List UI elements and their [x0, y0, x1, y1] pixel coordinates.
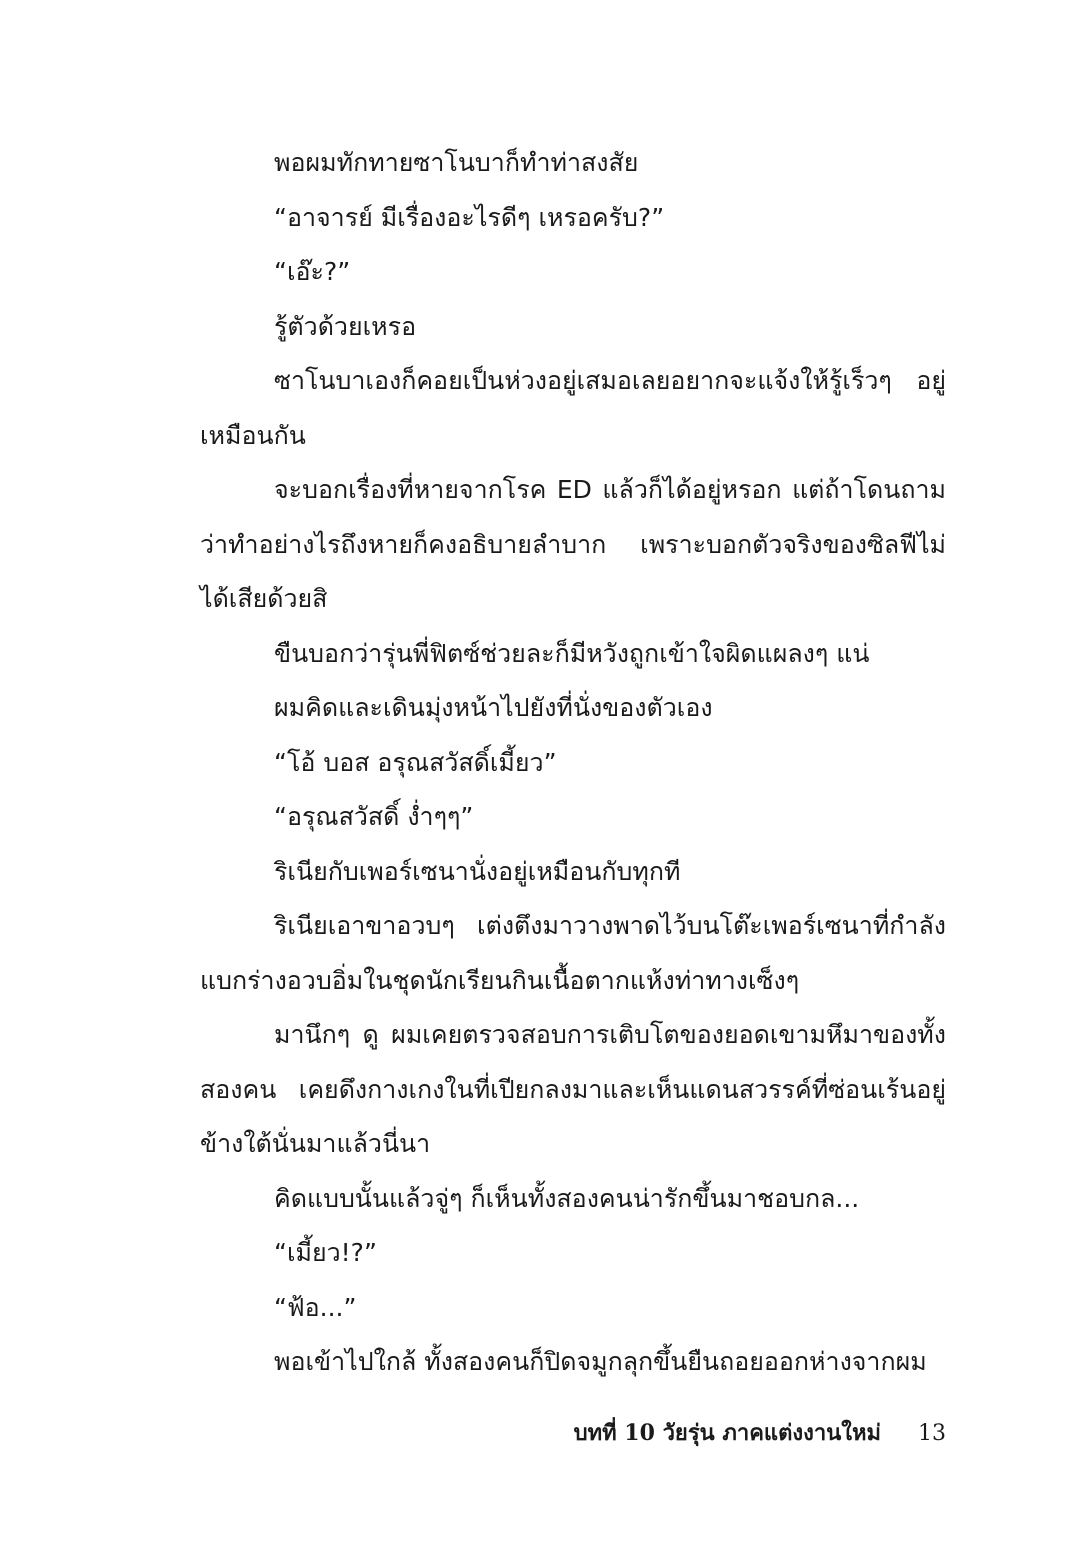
paragraph: ผมคิดและเดินมุ่งหน้าไปยังที่นั่งของตัวเอง — [274, 693, 713, 722]
paragraph: พอเข้าไปใกล้ ทั้งสองคนก็ปิดจมูกลุกขึ้นยืนถอยออกห่างจากผม — [274, 1347, 927, 1376]
page-body-text — [200, 136, 946, 1390]
page-number: 13 — [918, 1421, 946, 1446]
paragraph: มานึกๆ ดู ผมเคยตรวจสอบการเติบโตของยอดเขามหึมาของทั้งสองคน เคยดึงกางเกงในที่เปียกลงมาและเห็นแดนสวรรค์ที่ซ่อนเร้นอยู่ข้างใต้นั่นมาแล้วนี่นา — [200, 1020, 946, 1158]
paragraph: ริเนียเอาขาอวบๆ เต่งตึงมาวางพาดไว้บนโต๊ะเพอร์เซนาที่กำลังแบกร่างอวบอิ่มในชุดนักเรียนกินเนื้อตากแห้งท่าทางเซ็งๆ — [200, 911, 946, 995]
paragraph: “อรุณสวัสดิ์ ง่ำๆๆ” — [274, 802, 474, 831]
paragraph: ซาโนบาเองก็คอยเป็นห่วงอยู่เสมอเลยอยากจะแจ้งให้รู้เร็วๆ อยู่เหมือนกัน — [200, 366, 946, 450]
paragraph: พอผมทักทายซาโนบาก็ทำท่าสงสัย — [274, 148, 639, 177]
page-footer — [574, 1418, 946, 1449]
paragraph: จะบอกเรื่องที่หายจากโรค ED แล้วก็ได้อยู่หรอก แต่ถ้าโดนถามว่าทำอย่างไรถึงหายก็คงอธิบายลำบาก เพราะบอกตัวจริงของซิลฟีไม่ได้เสียด้วยสิ — [200, 475, 946, 613]
paragraph: คิดแบบนั้นแล้วจู่ๆ ก็เห็นทั้งสองคนน่ารักขึ้นมาชอบกล... — [274, 1183, 860, 1213]
paragraph: รู้ตัวด้วยเหรอ — [274, 311, 417, 341]
paragraph: “เอ๊ะ?” — [274, 257, 351, 286]
paragraph: “ฟ้อ...” — [274, 1292, 357, 1322]
paragraph: ริเนียกับเพอร์เซนานั่งอยู่เหมือนกับทุกที — [274, 856, 681, 886]
paragraph: “โอ้ บอส อรุณสวัสดิ์เมี้ยว” — [274, 747, 557, 777]
chapter-title: บทที่ 10 วัยรุ่น ภาคแต่งงานใหม่ — [573, 1420, 881, 1446]
paragraph: “เมี้ยว!?” — [274, 1238, 377, 1267]
paragraph: “อาจารย์ มีเรื่องอะไรดีๆ เหรอครับ?” — [274, 202, 665, 232]
paragraph: ขืนบอกว่ารุ่นพี่ฟิตซ์ช่วยละก็มีหวังถูกเข้าใจผิดแผลงๆ แน่ — [274, 638, 870, 668]
